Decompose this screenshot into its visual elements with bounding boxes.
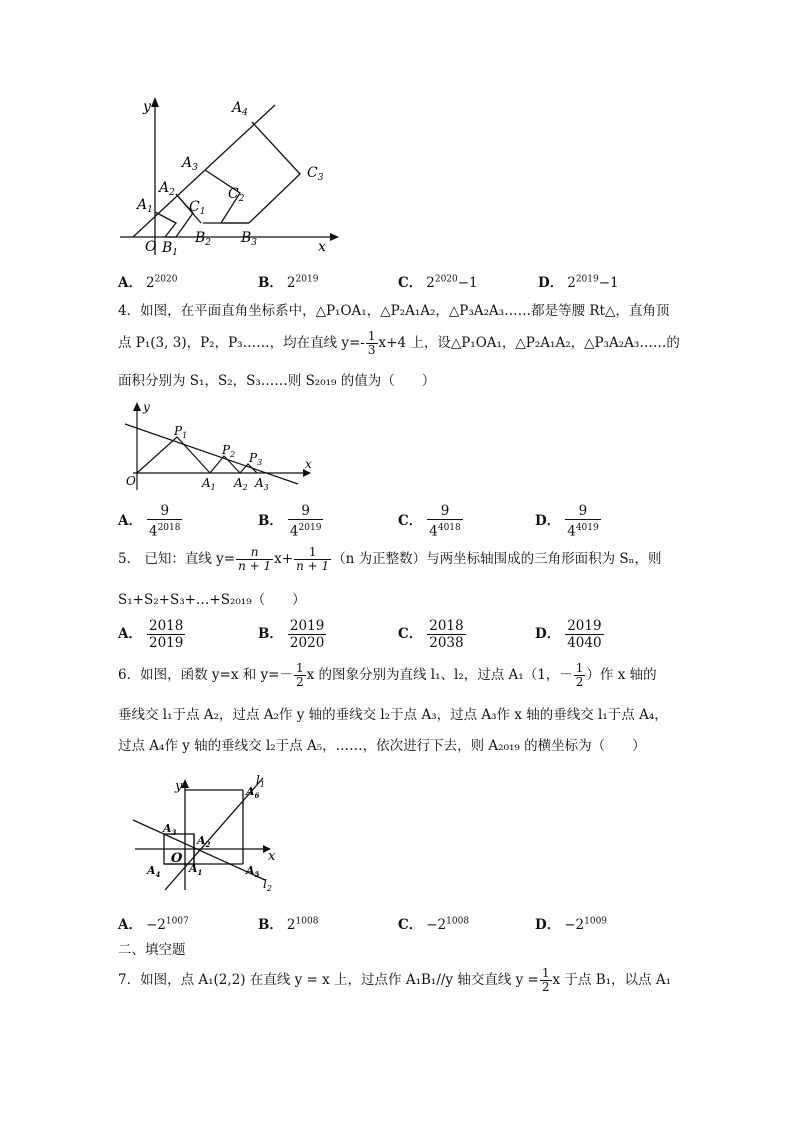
q5-option-d[interactable]: D． $\frac{2019}{4040}$ — [535, 618, 602, 651]
q3-option-c[interactable]: C． $2^{2020}-1$ — [398, 274, 478, 291]
q4-figure — [115, 398, 320, 493]
q6-axis-x: x — [268, 849, 276, 864]
q6-line-2: 垂线交 l₁于点 A₂，过点 A₂作 y 轴的垂线交 l₂于点 A₃，过点 A₃作 x 轴的垂线交 l₁于点 A₄， — [118, 707, 668, 723]
q4-option-b[interactable]: B． $\frac{9}{4^{2019}}$ — [258, 503, 322, 540]
svg-text:A4: $A_4$ — [232, 100, 248, 118]
q4-line-2: 点 P₁(3, 3)，P₂，P₃……，均在直线 y=- $\frac{1}{3}$ x+4 上，设△P₁OA₁，△P₂A₁A₂，△P₃A₂A₃……的 — [118, 329, 680, 357]
svg-text:P3: $P_3$ — [249, 451, 263, 467]
q5-option-b[interactable]: B． $\frac{2019}{2020}$ — [258, 618, 325, 651]
svg-text:A5: $A_5$ — [246, 864, 260, 879]
svg-text:A2: $A_2$ — [234, 476, 248, 492]
q3-option-b[interactable]: B． $2^{2019}$ — [258, 274, 319, 291]
section-title: 二、填空题 — [118, 942, 186, 958]
svg-text:A3: $A_3$ — [163, 822, 177, 837]
svg-text:B3: $B_3$ — [241, 230, 258, 248]
q6-option-d[interactable]: D． $-2^{1009}$ — [535, 916, 608, 933]
q4-line-1: 4．如图，在平面直角坐标系中，△P₁OA₁，△P₂A₁A₂，△P₃A₂A₃……都是等腰 Rt△，直角顶 — [118, 303, 670, 319]
q3-origin: O — [145, 239, 157, 255]
svg-text:A1: $A_1$ — [137, 197, 153, 215]
svg-text:C2: $C_2$ — [228, 186, 245, 204]
q3-option-d[interactable]: D． $2^{2019}-1$ — [538, 274, 619, 291]
svg-text:l1: $l_1$ — [256, 773, 265, 789]
q3-axis-y: y — [143, 99, 151, 115]
q6-option-a[interactable]: A． $-2^{1007}$ — [118, 916, 189, 933]
svg-text:A6: $A_6$ — [246, 785, 260, 800]
svg-text:l2: $l_2$ — [263, 877, 272, 893]
svg-text:B1: $B_1$ — [162, 240, 179, 258]
svg-text:P2: $P_2$ — [222, 443, 236, 459]
q5-option-c[interactable]: C． $\frac{2018}{2038}$ — [398, 618, 464, 651]
q5-line-2: S₁+S₂+S₃+…+S₂₀₁₉（ ） — [118, 592, 306, 608]
svg-text:A2: $A_2$ — [197, 834, 211, 849]
q5-option-a[interactable]: A． $\frac{2018}{2019}$ — [118, 618, 184, 651]
svg-text:A3: $A_3$ — [182, 155, 198, 173]
q6-origin: O — [171, 851, 183, 866]
q4-axis-x: x — [305, 457, 312, 471]
svg-text:P1: $P_1$ — [174, 424, 188, 440]
svg-text:A3: $A_3$ — [255, 476, 269, 492]
svg-text:B2: $B_2$ — [195, 230, 212, 248]
svg-text:A1: $A_1$ — [202, 476, 216, 492]
q3-option-a[interactable]: A． $2^{2020}$ — [118, 274, 178, 291]
svg-text:C3: $C_3$ — [307, 165, 324, 183]
svg-text:A2: $A_2$ — [159, 180, 175, 198]
q4-line-3: 面积分别为 S₁，S₂，S₃……则 S₂₀₁₉ 的值为（ ） — [118, 373, 436, 389]
q4-origin: O — [126, 474, 136, 488]
q6-line-3: 过点 A₄作 y 轴的垂线交 l₂于点 A₅，……，依次进行下去，则 A₂₀₁₉ 的横坐标为（ ） — [118, 738, 646, 754]
q6-figure — [125, 770, 285, 895]
q3-figure — [115, 95, 340, 260]
svg-text:A1: $A_1$ — [189, 862, 203, 877]
q4-option-c[interactable]: C． $\frac{9}{4^{4018}}$ — [398, 503, 461, 540]
q6-option-b[interactable]: B． $2^{1008}$ — [258, 916, 319, 933]
q6-axis-y: y — [175, 779, 183, 794]
q6-line-1: 6．如图，函数 y=x 和 y=－ $\frac{1}{2}$ x 的图象分别为直线 l₁、l₂，过点 A₁（1，－ $\frac{1}{2}$ ）作 x 轴的 — [118, 661, 657, 689]
q4-axis-y: y — [143, 400, 150, 414]
q4-option-d[interactable]: D． $\frac{9}{4^{4019}}$ — [535, 503, 599, 540]
q4-option-a[interactable]: A． $\frac{9}{4^{2018}}$ — [118, 503, 181, 540]
svg-text:A4: $A_4$ — [147, 864, 161, 879]
q6-option-c[interactable]: C． $-2^{1008}$ — [398, 916, 470, 933]
q7-line-1: 7．如图，点 A₁(2,2) 在直线 y = x 上，过点作 A₁B₁//y 轴交直线 y = $\frac{1}{2}$ x 于点 B₁，以点 A₁ — [118, 966, 671, 994]
svg-text:C1: $C_1$ — [189, 199, 206, 217]
q5-line-1: 5． 已知：直线 y= $\frac{n}{n + 1}$ x+ $\frac{1}{n + 1}$ （n 为正整数）与两坐标轴围成的三角形面积为 Sₙ，则 — [118, 545, 662, 573]
q3-axis-x: x — [318, 239, 326, 255]
